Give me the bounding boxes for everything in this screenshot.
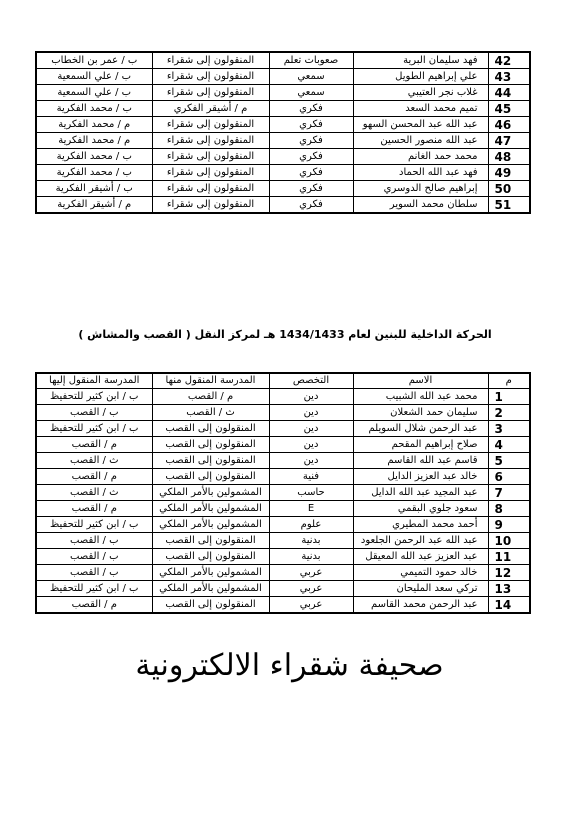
table-row	[36, 581, 530, 597]
row-number: 1	[488, 389, 530, 405]
row-specialty: دين	[269, 437, 353, 453]
row-specialty: فكري	[269, 101, 353, 117]
row-specialty: دين	[269, 389, 353, 405]
row-from-school: المشمولين بالأمر الملكي	[152, 565, 269, 581]
row-from-school: المنقولون إلى شقراء	[152, 117, 269, 133]
row-from-school: المنقولون إلى شقراء	[152, 69, 269, 85]
row-to-school: ب / القصب	[36, 565, 152, 581]
row-to-school: ب / القصب	[36, 405, 152, 421]
row-number: 43	[488, 69, 530, 85]
row-to-school: م / محمد الفكرية	[36, 133, 152, 149]
row-name: سعود جلوي البقمي	[353, 501, 488, 517]
table-row	[36, 52, 530, 69]
row-to-school: ب / أشيقر الفكرية	[36, 181, 152, 197]
row-from-school: المنقولون إلى شقراء	[152, 133, 269, 149]
table-row	[36, 117, 530, 133]
row-number: 8	[488, 501, 530, 517]
row-specialty: دين	[269, 421, 353, 437]
header-num: م	[488, 373, 530, 389]
table-row	[36, 421, 530, 437]
row-specialty: فكري	[269, 181, 353, 197]
row-name: تميم محمد السعد	[353, 101, 488, 117]
row-number: 6	[488, 469, 530, 485]
row-from-school: المنقولون إلى القصب	[152, 549, 269, 565]
row-name: خالد عبد العزيز الدايل	[353, 469, 488, 485]
row-name: عبد الرحمن محمد القاسم	[353, 597, 488, 614]
table-row	[36, 565, 530, 581]
header-name: الاسم	[353, 373, 488, 389]
table-row	[36, 469, 530, 485]
row-to-school: ب / القصب	[36, 533, 152, 549]
row-from-school: المنقولون إلى شقراء	[152, 85, 269, 101]
row-specialty: E	[269, 501, 353, 517]
row-number: 49	[488, 165, 530, 181]
row-from-school: المنقولون إلى شقراء	[152, 149, 269, 165]
row-number: 42	[488, 52, 530, 69]
row-name: فهد عبد الله الحماد	[353, 165, 488, 181]
row-name: عبد الله عبد المحسن السهو	[353, 117, 488, 133]
row-number: 45	[488, 101, 530, 117]
row-from-school: المنقولون إلى القصب	[152, 453, 269, 469]
row-name: فهد سليمان البرية	[353, 52, 488, 69]
table-row	[36, 453, 530, 469]
row-to-school: ب / القصب	[36, 549, 152, 565]
row-specialty: فكري	[269, 197, 353, 214]
row-specialty: عربي	[269, 581, 353, 597]
row-number: 13	[488, 581, 530, 597]
row-name: إبراهيم صالح الدوسري	[353, 181, 488, 197]
row-name: صلاح إبراهيم المقحم	[353, 437, 488, 453]
section-title: الحركة الداخلية للبنين لعام 1434/1433 هـ لمركز النقل ( القصب والمشاش )	[78, 328, 492, 341]
row-specialty: فكري	[269, 133, 353, 149]
row-from-school: المنقولون إلى القصب	[152, 533, 269, 549]
table-row	[36, 533, 530, 549]
row-to-school: ب / محمد الفكرية	[36, 149, 152, 165]
row-number: 50	[488, 181, 530, 197]
row-to-school: ب / ابن كثير للتحفيظ	[36, 421, 152, 437]
row-name: عبد الله عبد الرحمن الجلعود	[353, 533, 488, 549]
row-number: 12	[488, 565, 530, 581]
row-to-school: م / القصب	[36, 437, 152, 453]
row-specialty: سمعي	[269, 85, 353, 101]
row-name: تركي سعد المليحان	[353, 581, 488, 597]
row-name: عبد الله منصور الحسين	[353, 133, 488, 149]
row-specialty: فنية	[269, 469, 353, 485]
row-from-school: المشمولين بالأمر الملكي	[152, 581, 269, 597]
row-number: 5	[488, 453, 530, 469]
row-from-school: المنقولون إلى القصب	[152, 437, 269, 453]
header-spec: التخصص	[269, 373, 353, 389]
row-from-school: المنقولون إلى القصب	[152, 469, 269, 485]
row-number: 51	[488, 197, 530, 214]
table-row	[36, 133, 530, 149]
row-number: 14	[488, 597, 530, 614]
row-number: 11	[488, 549, 530, 565]
row-to-school: ب / محمد الفكرية	[36, 101, 152, 117]
row-specialty: فكري	[269, 165, 353, 181]
row-name: عبد العزيز عبد الله المعيقل	[353, 549, 488, 565]
table-row	[36, 85, 530, 101]
row-from-school: المشمولين بالأمر الملكي	[152, 501, 269, 517]
row-specialty: دين	[269, 453, 353, 469]
table-row	[36, 197, 530, 214]
row-name: سليمان حمد الشعلان	[353, 405, 488, 421]
row-number: 7	[488, 485, 530, 501]
row-name: سلطان محمد السوير	[353, 197, 488, 214]
row-from-school: المنقولون إلى القصب	[152, 597, 269, 614]
row-from-school: م / القصب	[152, 389, 269, 405]
row-specialty: بدنية	[269, 533, 353, 549]
row-number: 44	[488, 85, 530, 101]
row-to-school: ب / علي السمعية	[36, 69, 152, 85]
table-row	[36, 405, 530, 421]
row-specialty: سمعي	[269, 69, 353, 85]
row-name: قاسم عبد الله القاسم	[353, 453, 488, 469]
row-to-school: ب / ابن كثير للتحفيظ	[36, 581, 152, 597]
row-number: 48	[488, 149, 530, 165]
row-name: عبد الرحمن شلال السويلم	[353, 421, 488, 437]
row-from-school: المشمولين بالأمر الملكي	[152, 485, 269, 501]
row-to-school: م / أشيقر الفكرية	[36, 197, 152, 214]
row-to-school: ب / محمد الفكرية	[36, 165, 152, 181]
table-row	[36, 517, 530, 533]
table-row	[36, 597, 530, 614]
row-number: 3	[488, 421, 530, 437]
table-row	[36, 501, 530, 517]
table-row	[36, 165, 530, 181]
row-number: 4	[488, 437, 530, 453]
row-number: 46	[488, 117, 530, 133]
row-from-school: م / أشيقر الفكري	[152, 101, 269, 117]
row-name: غلاب نجر العتيبي	[353, 85, 488, 101]
row-name: عبد المجيد عبد الله الدايل	[353, 485, 488, 501]
row-from-school: ث / القصب	[152, 405, 269, 421]
row-to-school: م / القصب	[36, 469, 152, 485]
row-specialty: عربي	[269, 565, 353, 581]
row-from-school: المنقولون إلى شقراء	[152, 181, 269, 197]
table-row	[36, 549, 530, 565]
table-row	[36, 149, 530, 165]
row-name: محمد عبد الله الشبيب	[353, 389, 488, 405]
row-name: خالد حمود التميمي	[353, 565, 488, 581]
row-to-school: ب / ابن كثير للتحفيظ	[36, 517, 152, 533]
table-row	[36, 437, 530, 453]
row-from-school: المشمولين بالأمر الملكي	[152, 517, 269, 533]
table-row	[36, 485, 530, 501]
row-specialty: علوم	[269, 517, 353, 533]
table-row	[36, 389, 530, 405]
table-row	[36, 101, 530, 117]
row-specialty: فكري	[269, 117, 353, 133]
row-specialty: بدنية	[269, 549, 353, 565]
row-name: علي إبراهيم الطويل	[353, 69, 488, 85]
row-to-school: ث / القصب	[36, 485, 152, 501]
row-to-school: ب / ابن كثير للتحفيظ	[36, 389, 152, 405]
row-number: 2	[488, 405, 530, 421]
row-specialty: دين	[269, 405, 353, 421]
row-to-school: ب / عمر بن الخطاب	[36, 52, 152, 69]
row-from-school: المنقولون إلى شقراء	[152, 165, 269, 181]
header-to: المدرسة المنقول إليها	[36, 373, 152, 389]
row-number: 47	[488, 133, 530, 149]
transfers-table-2	[35, 372, 531, 614]
row-from-school: المنقولون إلى القصب	[152, 421, 269, 437]
row-from-school: المنقولون إلى شقراء	[152, 197, 269, 214]
row-to-school: ب / علي السمعية	[36, 85, 152, 101]
row-number: 9	[488, 517, 530, 533]
transfers-table-1	[35, 51, 531, 214]
row-to-school: م / القصب	[36, 501, 152, 517]
header-row	[36, 373, 530, 389]
row-number: 10	[488, 533, 530, 549]
row-name: أحمد محمد المطيري	[353, 517, 488, 533]
table-row	[36, 181, 530, 197]
footer-caption: صحيفة شقراء الالكترونية	[135, 648, 444, 683]
row-from-school: المنقولون إلى شقراء	[152, 52, 269, 69]
row-specialty: حاسب	[269, 485, 353, 501]
row-specialty: صعوبات تعلم	[269, 52, 353, 69]
table-row	[36, 69, 530, 85]
row-to-school: م / محمد الفكرية	[36, 117, 152, 133]
row-to-school: ث / القصب	[36, 453, 152, 469]
row-to-school: م / القصب	[36, 597, 152, 614]
row-specialty: عربي	[269, 597, 353, 614]
row-name: محمد حمد الغانم	[353, 149, 488, 165]
row-specialty: فكري	[269, 149, 353, 165]
header-from: المدرسة المنقول منها	[152, 373, 269, 389]
